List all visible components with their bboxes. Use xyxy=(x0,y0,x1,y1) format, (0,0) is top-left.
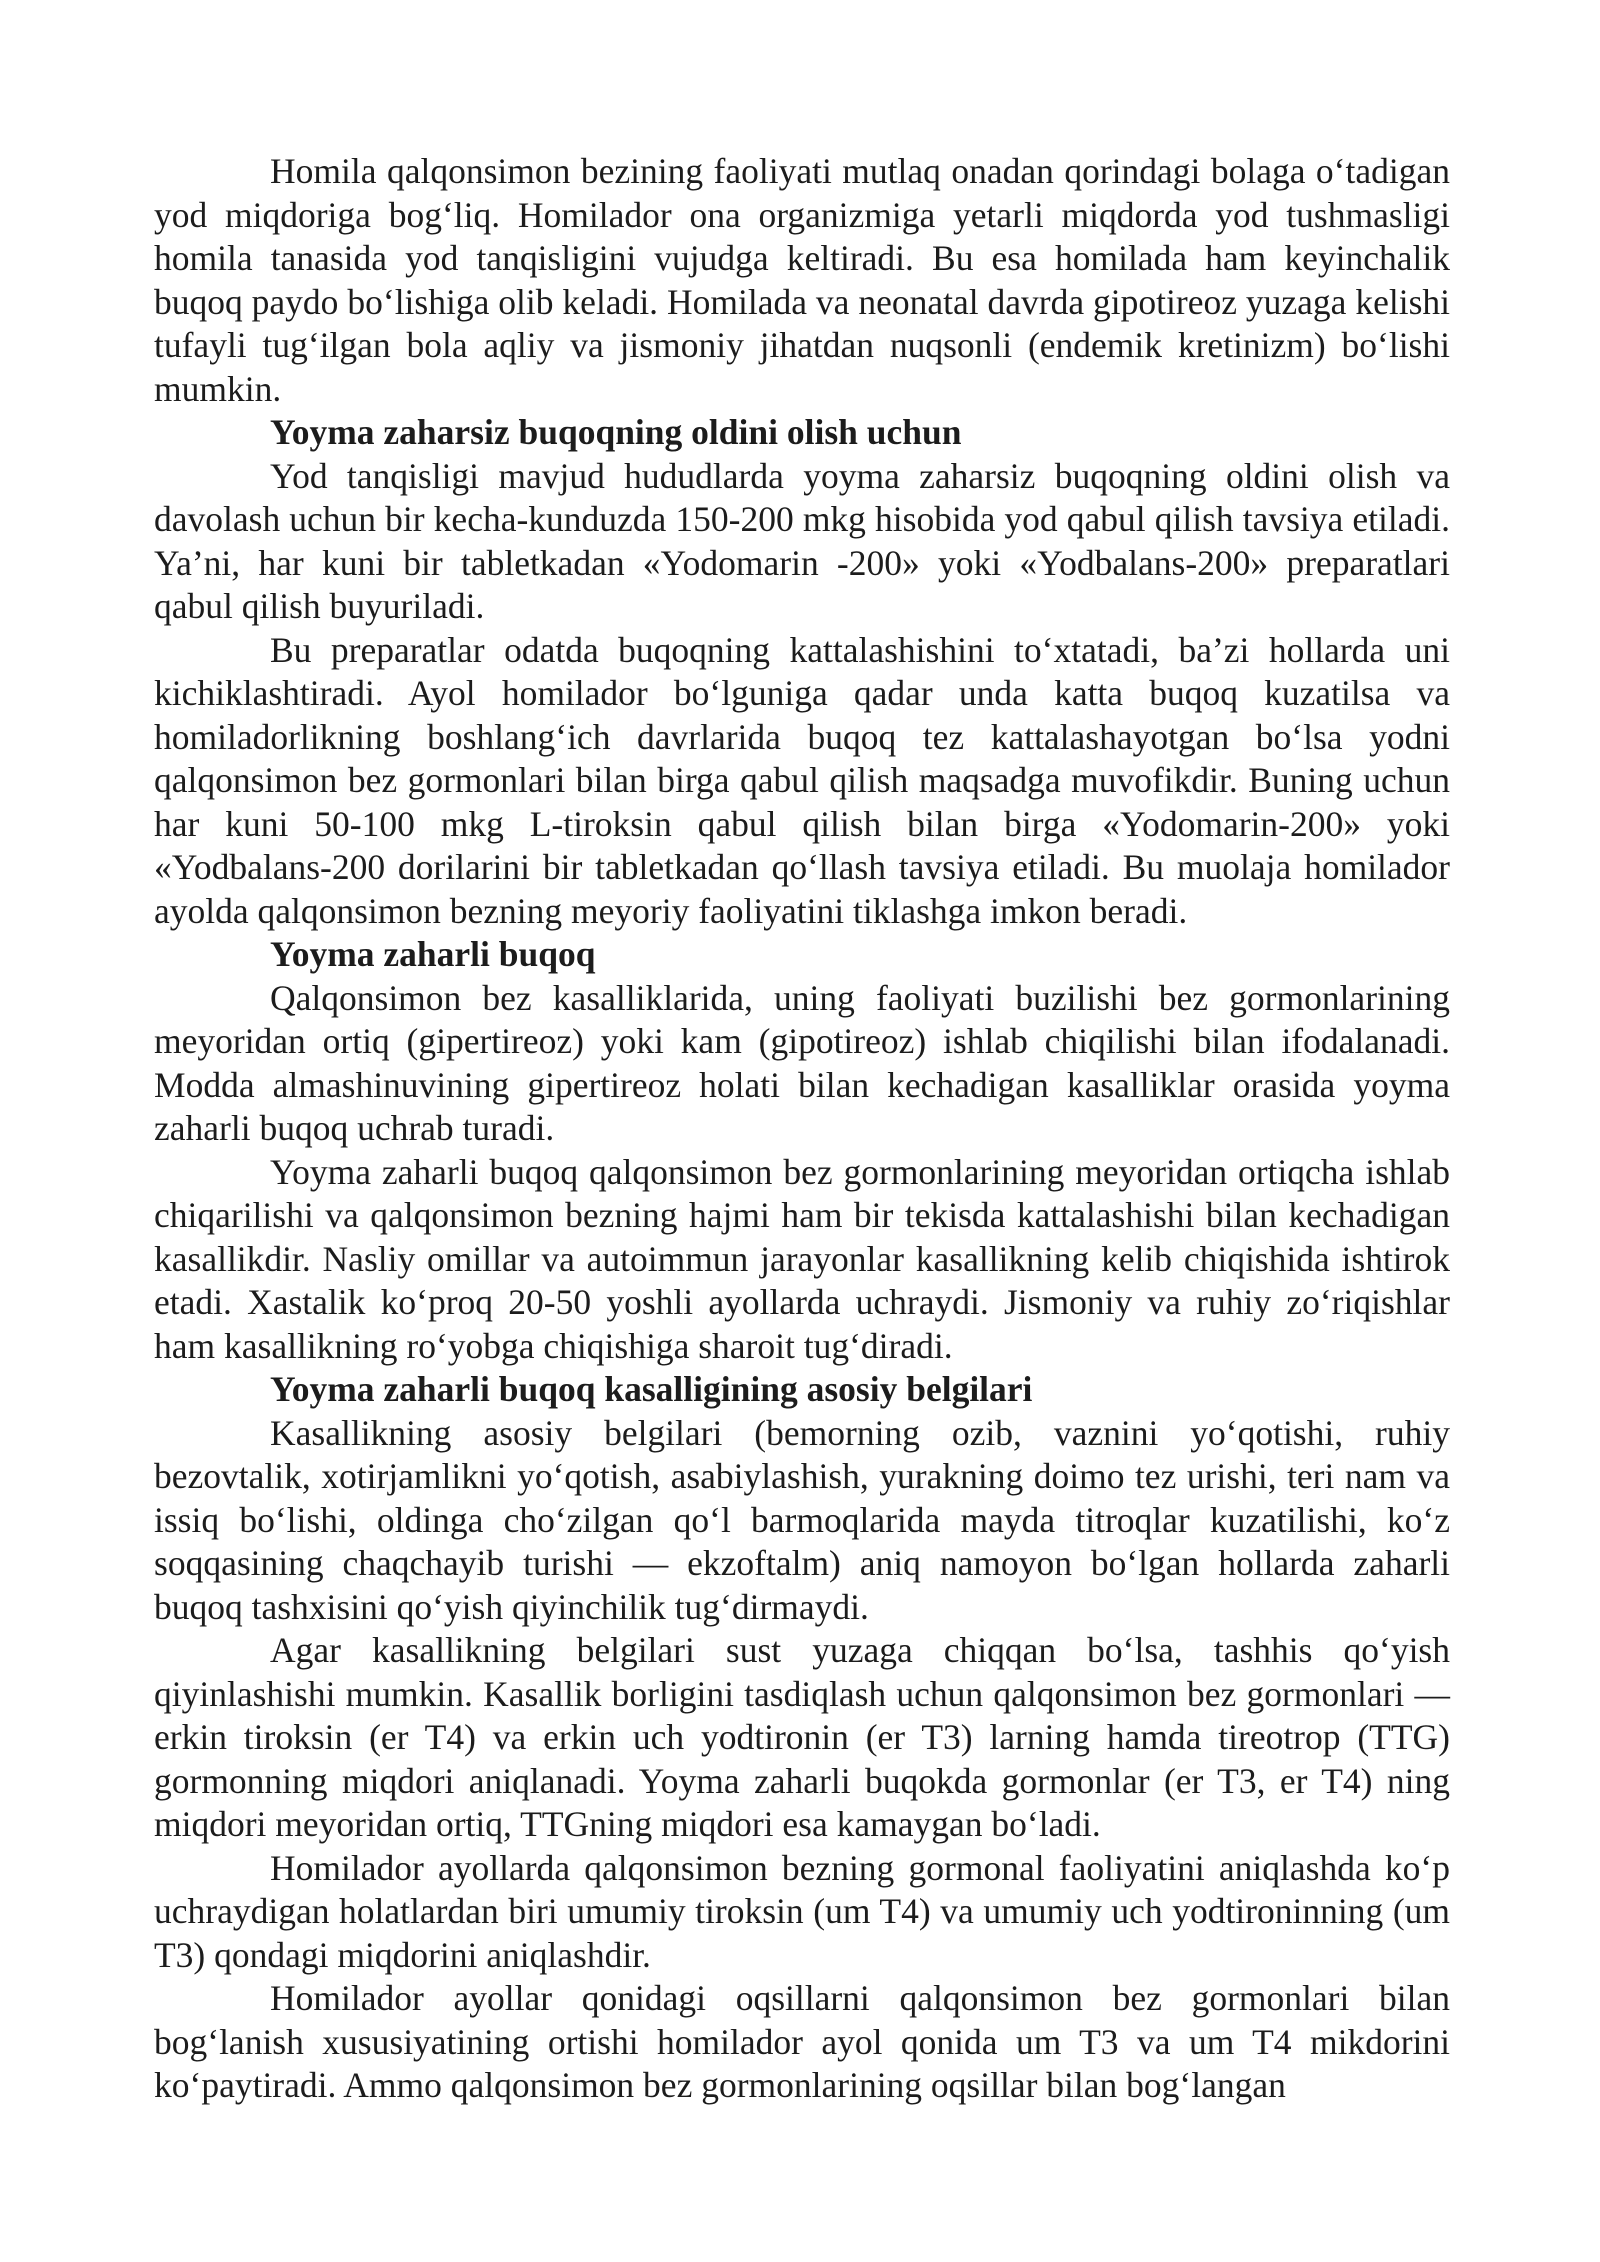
heading-main-symptoms: Yoyma zaharli buqoq kasalligining asosiy belgilari xyxy=(270,1369,1033,1409)
paragraph-toxic-goiter-definition: Yoyma zaharli buqoq qalqonsimon bez gormonlarining meyoridan ortiqcha ishlab chiqarilishi va qalqonsimon bezning hajmi ham bir tekisda kattalashishi bilan kechadigan kasallikdir. Nasliy omillar va autoimmun jarayonlar kasallikning kelib chiqishida ishtirok etadi. Xastalik ko‘proq 20-50 yoshli ayollarda uchraydi. Jismoniy va ruhiy zo‘riqishlar ham kasallikning ro‘yobga chiqishiga sharoit tug‘diradi. xyxy=(154,1151,1450,1366)
paragraph-preparations: Bu preparatlar odatda buqoqning kattalashishini to‘xtatadi, ba’zi hollarda uni kichiklashtiradi. Ayol homilador bo‘lguniga qadar unda katta buqoq kuzatilsa va homiladorlikning boshlang‘ich davrlarida buqoq tez kattalashayotgan bo‘lsa yodni qalqonsimon bez gormonlari bilan birga qabul qilish maqsadga muvofikdir. Buning uchun har kuni 50-100 mkg L-tiroksin qabul qilish bilan birga «Yodomarin-200» yoki «Yodbalans-200 dorilarini bir tabletkadan qo‘llash tavsiya etiladi. Bu muolaja homilador ayolda qalqonsimon bezning meyoriy faoliyatini tiklashga imkon beradi. xyxy=(154,629,1450,931)
paragraph-symptoms: Kasallikning asosiy belgilari (bemorning ozib, vaznini yo‘qotishi, ruhiy bezovtalik, xotirjamlikni yo‘qotish, asabiylashish, yurakning doimo tez urishi, teri nam va issiq bo‘lishi, oldinga cho‘zilgan qo‘l barmoqlarida mayda titroqlar kuzatilishi, ko‘z soqqasining chaqchayib turishi — ekzoftalm) aniq namoyon bo‘lgan hollarda zaharli buqoq tashxisini qo‘yish qiyinchilik tug‘dirmaydi. xyxy=(154,1412,1450,1627)
paragraph-diagnosis: Agar kasallikning belgilari sust yuzaga chiqqan bo‘lsa, tashhis qo‘yish qiyinlashishi mumkin. Kasallik borligini tasdiqlash uchun qalqonsimon bez gormonlari — erkin tiroksin (er T4) va erkin uch yodtironin (er T3) larning hamda tireotrop (TTG) gormonning miqdori aniqlanadi. Yoyma zaharli buqokda gormonlar (er T3, er T4) ning miqdori meyoridan ortiq, TTGning miqdori esa kamaygan bo‘ladi. xyxy=(154,1630,1450,1844)
paragraph-protein-binding: Homilador ayollar qonidagi oqsillarni qalqonsimon bez gormonlari bilan bog‘lanish xususiyatining ortishi homilador ayol qonida um T3 va um T4 mikdorini ko‘paytiradi. Ammo qalqonsimon bez gormonlarining oqsillar bilan bog‘langan xyxy=(154,1978,1450,2105)
paragraph-homila: Homila qalqonsimon bezining faoliyati mutlaq onadan qorindagi bolaga o‘tadigan yod miqdoriga bog‘liq. Homilador ona organizmiga yetarli miqdorda yod tushmasligi homila tanasida yod tanqisligini vujudga keltiradi. Bu esa homilada ham keyinchalik buqoq paydo bo‘lishiga olib keladi. Homilada va neonatal davrda gipotireoz yuzaga kelishi tufayli tug‘ilgan bola aqliy va jismoniy jihatdan nuqsonli (endemik kretinizm) bo‘lishi mumkin. xyxy=(154,151,1450,409)
paragraph-iodine-dose: Yod tanqisligi mavjud hududlarda yoyma zaharsiz buqoqning oldini olish va davolash uchun bir kecha-kunduzda 150-200 mkg hisobida yod qabul qilish tavsiya etiladi. Ya’ni, har kuni bir tabletkadan «Yodomarin -200» yoki «Yodbalans-200» preparatlari qabul qilish buyuriladi. xyxy=(154,455,1450,626)
paragraph-pregnant-hormones: Homilador ayollarda qalqonsimon bezning gormonal faoliyatini aniqlashda ko‘p uchraydigan holatlardan biri umumiy tiroksin (um T4) va umumiy uch yodtironinning (um T3) qondagi miqdorini aniqlashdir. xyxy=(154,1847,1450,1975)
heading-toxic-goiter: Yoyma zaharli buqoq xyxy=(270,934,596,974)
document-page xyxy=(154,150,1450,2108)
heading-prevention: Yoyma zaharsiz buqoqning oldini olish uchun xyxy=(270,412,962,452)
paragraph-thyroid-diseases: Qalqonsimon bez kasalliklarida, uning faoliyati buzilishi bez gormonlarining meyoridan ortiq (gipertireoz) yoki kam (gipotireoz) ishlab chiqilishi bilan ifodalanadi. Modda almashinuvining gipertireoz holati bilan kechadigan kasalliklar orasida yoyma zaharli buqoq uchrab turadi. xyxy=(154,977,1450,1148)
